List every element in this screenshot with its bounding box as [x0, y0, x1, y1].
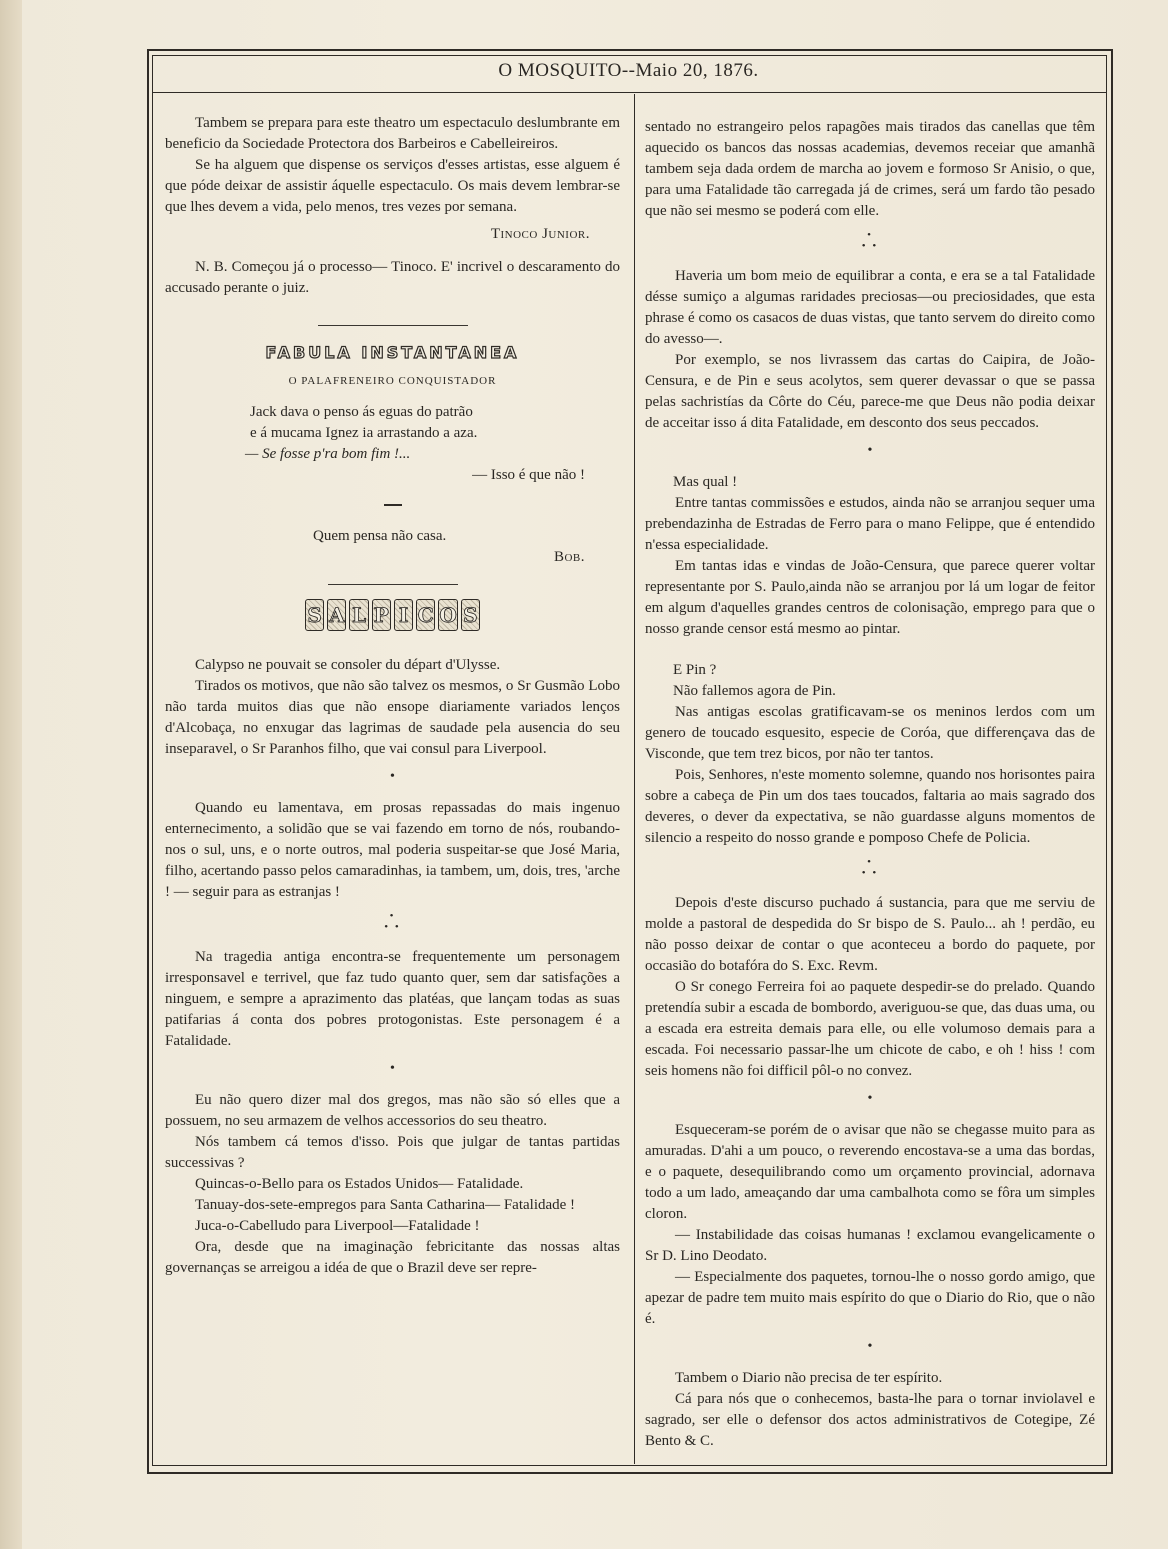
paragraph: Tambem se prepara para este theatro um espectaculo deslumbrante em beneficio da Sociedade Protectora dos Barbeiros e Cabelleireiros.	[165, 115, 620, 152]
salpicos-letter: O	[438, 599, 457, 631]
paragraph: Esqueceram-se porém de o avisar que não se chegasse muito para as amuradas. D'ahi a um pouco, o reverendo encostava-se a uma das bordas, e o paquete, desequilibrando como um orçamento provincial, adornava todo a um lado, ameaçando dar uma cambalhota como se fôra um simples cloron.	[645, 1122, 1095, 1222]
paragraph: Na tragedia antiga encontra-se frequentemente um personagem irresponsavel e terrivel, que faz tudo quanto quer, sem dar satisfações a ninguem, e sempre a aprazimento das platéas, que lançam todas as suas patifarias á conta dos pobres protogonistas. Este personagem é a Fatalidade.	[165, 949, 620, 1049]
paragraph: Mas qual !	[673, 474, 738, 490]
paragraph: Depois d'este discurso puchado á sustancia, para que me serviu de molde a pastoral de despedida do Sr bispo de S. Paulo... ah ! perdão, eu não posso deixar de contar o que aconteceu a bordo do paquete, por occasião do botafóra do S. Exc. Revm.	[645, 895, 1095, 974]
paragraph: N. B. Começou já o processo— Tinoco. E' incrivel o descaramento do accusado perante o juiz.	[165, 259, 620, 296]
salpicos-letter: A	[327, 599, 346, 631]
section-subtitle: O PALAFRENEIRO CONQUISTADOR	[288, 375, 497, 387]
ornament-dots: • • •	[384, 910, 401, 933]
paragraph: Tanuay-dos-sete-empregos para Santa Catharina— Fatalidade !	[195, 1197, 576, 1213]
paragraph: Por exemplo, se nos livrassem das cartas do Caipira, de João-Censura, e de Pin e seus acolytos, sem querer devassar o que se passa pelas sachristías da Côrte do Céu, parece-me que Deus não podia deixar de acceitar isso á dita Fatalidade, em desconto dos seus peccados.	[645, 352, 1095, 431]
ornament-dot: •	[390, 769, 395, 784]
paragraph: Nas antigas escolas gratificavam-se os meninos lerdos com um genero de toucado esquesito, especie de Coróa, que differençava das de Visconde, que tem trez bicos, por não ter tantos.	[645, 704, 1095, 762]
section-rule	[328, 584, 458, 585]
paragraph: Eu não quero dizer mal dos gregos, mas não são só elles que a possuem, no seu armazem de velhos accessorios do seu theatro.	[165, 1092, 620, 1129]
paragraph: Entre tantas commissões e estudos, ainda não se arranjou sequer uma prebendazinha de Estradas de Ferro para o mano Felippe, que é entendido n'essa especialidade.	[645, 495, 1095, 553]
signature: Bob.	[553, 549, 585, 565]
ornament-dot: •	[390, 1061, 395, 1076]
paragraph: Pois, Senhores, n'este momento solemne, quando nos horisontes paira sobre a cabeça de Pin um dos taes toucados, faltaria ao mais sagrado dos deveres, o dever da expectativa, se não guardasse alguns momentos de silencio a respeito do nosso grande e pomposo Chefe de Policia.	[645, 767, 1095, 846]
verse-line: Jack dava o penso ás eguas do patrão	[250, 404, 473, 420]
paragraph: Se ha alguem que dispense os serviços d'esses artistas, esse alguem é que póde deixar de assistir áquelle espectaculo. Os mais devem lembrar-se que lhes devem a vida, pelo menos, tres vezes por semana.	[165, 157, 620, 215]
paragraph: — Especialmente dos paquetes, tornou-lhe o nosso gordo amigo, que apezar de padre tem muito mais espírito do que o Diario do Rio, que o não é.	[645, 1269, 1095, 1327]
salpicos-letter: S	[305, 599, 324, 631]
header-divider	[152, 92, 1107, 93]
salpicos-letter: C	[416, 599, 435, 631]
paragraph: Quando eu lamentava, em prosas repassadas do mais ingenuo enternecimento, a solidão que se vai fazendo em torno de nós, roubando-nos o sul, uns, e o norte outros, mal poderia suspeitar-se que José Maria, filho, acertando passo pelos camaradinhas, ia tambem, um, dois, tres, 'arche ! — seguir para as estranjas !	[165, 800, 620, 900]
page-header: O MOSQUITO--Maio 20, 1876.	[498, 60, 759, 81]
section-title: FABULA INSTANTANEA	[265, 343, 520, 362]
salpicos-letter: L	[349, 599, 368, 631]
paragraph: O Sr conego Ferreira foi ao paquete despedir-se do prelado. Quando pretendía subir a escada de bombordo, averiguou-se que, das duas uma, ou a escada era estreita demais para elle, ou elle volumoso demais para a escada. Foi necessario passar-lhe um chicote de cabo, e oh ! hiss ! com seis homens não foi difficil pôl-o no convez.	[645, 979, 1095, 1079]
verse-line: — Se fosse p'ra bom fim !...	[245, 446, 411, 462]
separator-dash	[384, 504, 402, 506]
salpicos-letter: P	[372, 599, 391, 631]
ornament-dot: •	[867, 1339, 873, 1354]
paragraph: Nós tambem cá temos d'isso. Pois que julgar de tantas partidas successivas ?	[165, 1134, 620, 1171]
paragraph: sentado no estrangeiro pelos rapagões mais tirados das canellas que têm aquecido os bancos das nossas academias, devemos receiar que amanhã tambem seja dada ordem de marcha ao jovem e formoso Sr Anisio, o que, para uma Fatalidade tão carregada já de crimes, será um fardo tão pesado que não sei mesmo se poderá com elle.	[645, 119, 1095, 219]
paragraph: Haveria um bom meio de equilibrar a conta, e era se a tal Fatalidade désse sumiço a algumas raridades preciosas—ou preciosidades, que esta phrase é como os casacos de duas vistas, que tanto servem do direito como do avesso—.	[645, 268, 1095, 347]
salpicos-masthead	[305, 599, 480, 631]
ornament-dot: •	[867, 443, 873, 458]
salpicos-letter: I	[394, 599, 413, 631]
paragraph: Ora, desde que na imaginação febricitante das nossas altas governanças se arreigou a idéa de que o Brazil deve ser repre-	[165, 1239, 620, 1276]
salpicos-letter: S	[461, 599, 480, 631]
paragraph: Não fallemos agora de Pin.	[673, 683, 836, 699]
paragraph: Calypso ne pouvait se consoler du départ d'Ulysse.	[195, 657, 501, 673]
moral-line: Quem pensa não casa.	[313, 528, 447, 544]
section-rule	[318, 325, 468, 326]
paragraph: Cá para nós que o conhecemos, basta-lhe para o tornar inviolavel e sagrado, ser elle o defensor dos actos administrativos de Cotegipe, Zé Bento & C.	[645, 1391, 1095, 1449]
page-binding-edge	[0, 0, 22, 1549]
paragraph: Em tantas idas e vindas de João-Censura, que parece querer voltar representante por S. Paulo,ainda não se arranjou por lá um logar de feitor em algum d'aquelles grandes centros de colonisação, emprego para que o nosso grande censor está mesmo ao pintar.	[645, 558, 1095, 637]
verse-line: e á mucama Ignez ia arrastando a aza.	[250, 425, 478, 441]
paragraph: E Pin ?	[673, 662, 717, 678]
left-column	[165, 113, 620, 1279]
paragraph: Quincas-o-Bello para os Estados Unidos— Fatalidade.	[195, 1176, 524, 1192]
signature: Tinoco Junior.	[490, 226, 590, 242]
paragraph: Tirados os motivos, que não são talvez os mesmos, o Sr Gusmão Lobo não tarda muitos dias que não ensope diariamente variados lenços d'Alcobaça, no enxugar das lagrimas de saudade pela ausencia do seu inseparavel, o Sr Paranhos filho, que vai consul para Liverpool.	[165, 678, 620, 757]
paragraph: Juca-o-Cabelludo para Liverpool—Fatalidade !	[195, 1218, 480, 1234]
ornament-dots: • • •	[861, 856, 879, 879]
paragraph: — Instabilidade das coisas humanas ! exclamou evangelicamente o Sr D. Lino Deodato.	[645, 1227, 1095, 1264]
paragraph: Tambem o Diario não precisa de ter espírito.	[675, 1370, 943, 1386]
verse-line: — Isso é que não !	[472, 467, 585, 483]
right-column	[645, 117, 1095, 1452]
ornament-dots: • • •	[861, 229, 879, 252]
ornament-dot: •	[867, 1091, 873, 1106]
column-divider	[634, 94, 635, 1464]
